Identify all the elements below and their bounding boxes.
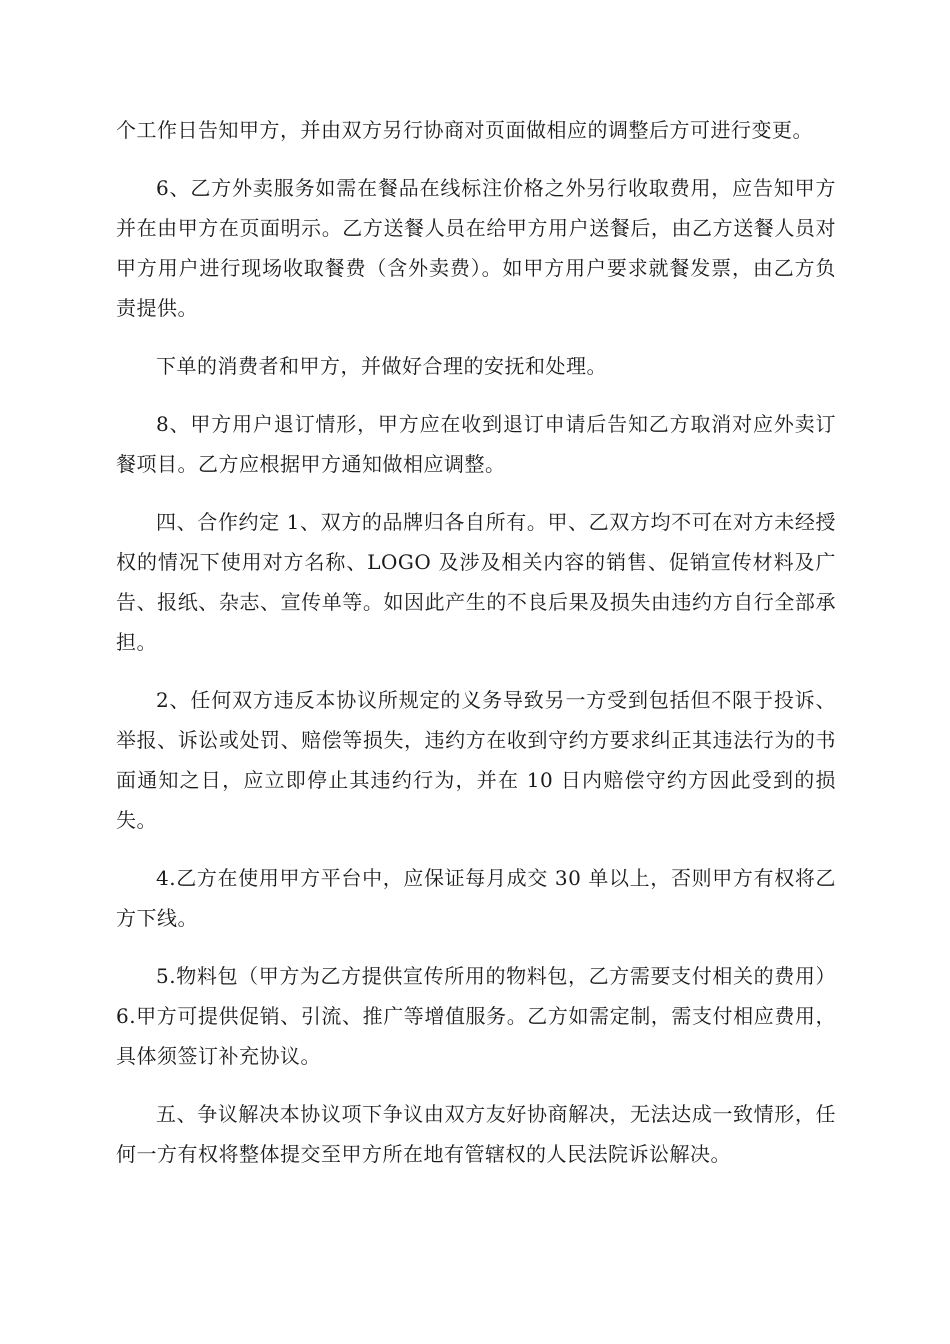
- paragraph-continuation: 个工作日告知甲方，并由双方另行协商对页面做相应的调整后方可进行变更。: [116, 118, 813, 142]
- paragraph-clause-5-6-materials-services: 5.物料包（甲方为乙方提供宣传所用的物料包，乙方需要支付相关的费用） 6.甲方可提供促销、引流、推广等增值服务。乙方如需定制，需支付相应费用，具体须签订补充协议。: [116, 964, 836, 1068]
- paragraph-clause-2-breach: 2、任何双方违反本协议所规定的义务导致另一方受到包括但不限于投诉、举报、诉讼或处罚、赔偿等损失，违约方在收到守约方要求纠正其违法行为的书面通知之日，应立即停止其违约行为，并在 10 日内赔偿守约方因此受到的损失。: [116, 688, 836, 832]
- document-body: [116, 110, 836, 1192]
- paragraph-section-5-dispute: 五、争议解决本协议项下争议由双方友好协商解决，无法达成一致情形，任何一方有权将整体提交至甲方所在地有管辖权的人民法院诉讼解决。: [116, 1102, 836, 1166]
- paragraph-section-4-cooperation: 四、合作约定 1、双方的品牌归各自所有。甲、乙双方均不可在对方未经授权的情况下使用对方名称、LOGO 及涉及相关内容的销售、促销宣传材料及广告、报纸、杂志、宣传单等。如因此产生的不良后果及损失由违约方自行全部承担。: [116, 510, 836, 654]
- paragraph-clause-8-cancellation: 8、甲方用户退订情形，甲方应在收到退订申请后告知乙方取消对应外卖订餐项目。乙方应根据甲方通知做相应调整。: [116, 412, 836, 476]
- paragraph-clause-4-monthly-orders: 4.乙方在使用甲方平台中，应保证每月成交 30 单以上，否则甲方有权将乙方下线。: [116, 866, 836, 930]
- paragraph-clause-6-delivery-fees: 6、乙方外卖服务如需在餐品在线标注价格之外另行收取费用，应告知甲方并在由甲方在页面明示。乙方送餐人员在给甲方用户送餐后，由乙方送餐人员对甲方用户进行现场收取餐费（含外卖费）。如甲方用户要求就餐发票，由乙方负责提供。: [116, 176, 836, 320]
- paragraph-consumer-handling: 下单的消费者和甲方，并做好合理的安抚和处理。: [156, 354, 607, 378]
